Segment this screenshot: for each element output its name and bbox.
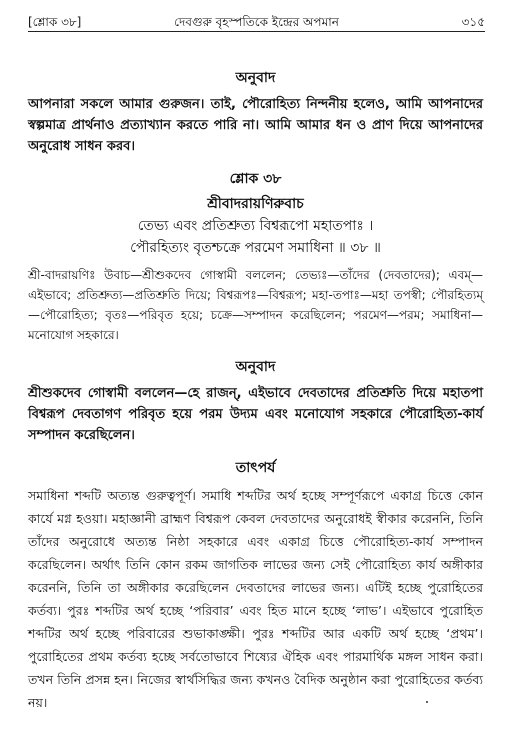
purport-text: সমাধিনা শব্দটি অত্যন্ত গুরুত্বপূর্ণ। সমাধি শব্দটির অর্থ হচ্ছে সম্পূর্ণরূপে একাগ্র চিত্তে কোন কার্যে মগ্ন হওয়া। মহাজ্ঞানী ব্রাহ্মণ বিশ্বরূপ কেবল দেবতাদের অনুরোধই স্বীকার করেননি, তিনি তাঁদের অনুরোধে অত্যন্ত নিষ্ঠা সহকারে এবং একাগ্র চিত্তে পৌরোহিত্য-কার্য সম্পাদন করেছিলেন। অর্থাৎ তিনি কোন রকম জাগতিক লাভের জন্য সেই পৌরোহিত্য কার্য অঙ্গীকার করেননি, তিনি তা অঙ্গীকার করেছিলেন দেবতাদের লাভের জন্য। এটিই হচ্ছে পুরোহিতের কর্তব্য। পুরঃ শব্দটির অর্থ হচ্ছে ‘পরিবার’ এবং হিত মানে হচ্ছে ‘লাভ’। এইভাবে পুরোহিত শব্দটির অর্থ হচ্ছে পরিবারের শুভাকাঙ্ক্ষী। পুরঃ শব্দটির আর একটি অর্থ হচ্ছে ‘প্রথম’। পুরোহিতের প্রথম কর্তব্য হচ্ছে সর্বতোভাবে শিষ্যের ঐহিক এবং পারমার্থিক মঙ্গল সাধন করা। তখন তিনি প্রসন্ন হন। নিজের স্বার্থসিদ্ধির জন্য কখনও বৈদিক অনুষ্ঠান করা পুরোহিতের কর্তব্য নয়। bbox=[28, 488, 483, 710]
verse-number: শ্লোক ৩৮ bbox=[229, 171, 282, 187]
verse-reference: [শ্লোক ৩৮] bbox=[28, 15, 82, 29]
prev-translation-heading: অনুবাদ bbox=[235, 70, 276, 86]
verse-speaker: শ্রীবাদরায়ণিরুবাচ bbox=[207, 196, 304, 212]
page-content bbox=[28, 62, 483, 714]
verse-line-1: তেভ্য এবং প্রতিশ্রুত্য বিশ্বরূপো মহাতপাঃ । bbox=[137, 218, 374, 234]
translation-text: শ্রীশুকদেব গোস্বামী বললেন—হে রাজন্, এইভাবে দেবতাদের প্রতিশ্রুতি দিয়ে মহাতপা বিশ্বরূপ দেবতাগণ পরিবৃত হয়ে পরম উদ্যম এবং মনোযোগ সহকারে পৌরোহিত্য-কার্য সম্পাদন করেছিলেন। bbox=[28, 386, 483, 443]
header-divider bbox=[28, 31, 485, 32]
print-speck bbox=[426, 701, 428, 703]
chapter-title: দেবগুরু বৃহস্পতিকে ইন্দ্রের অপমান bbox=[174, 15, 339, 29]
word-synonyms: শ্রী-বাদরায়ণিঃ উবাচ—শ্রীশুকদেব গোস্বামী বললেন; তেভ্যঃ—তাঁদের (দেবতাদের); এবম্—এইভাবে; প্রতিশ্রুত্য—প্রতিশ্রুতি দিয়ে; বিশ্বরূপঃ—বিশ্বরূপ; মহা-তপাঃ—মহা তপস্বী; পৌরহিত্যম্—পৌরোহিত্য; বৃতঃ—পরিবৃত হয়ে; চক্রে—সম্পাদন করেছিলেন; পরমেণ—পরম; সমাধিনা—মনোযোগ সহকারে। bbox=[28, 268, 483, 342]
page-number: ৩১৫ bbox=[461, 15, 485, 29]
verse-block bbox=[28, 193, 483, 259]
translation-heading: অনুবাদ bbox=[235, 359, 276, 375]
purport-heading: তাৎপর্য bbox=[235, 460, 276, 476]
verse-line-2: পৌরহিত্যং বৃতশ্চক্রে পরমেণ সমাধিনা ॥ ৩৮ ॥ bbox=[130, 240, 381, 256]
prev-translation-text: আপনারা সকলে আমার গুরুজন। তাই, পৌরোহিত্য নিন্দনীয় হলেও, আমি আপনাদের স্বল্পমাত্র প্রার্থনাও প্রত্যাখ্যান করতে পারি না। আমি আমার ধন ও প্রাণ দিয়ে আপনাদের অনুরোধ সাধন করব। bbox=[28, 97, 483, 154]
